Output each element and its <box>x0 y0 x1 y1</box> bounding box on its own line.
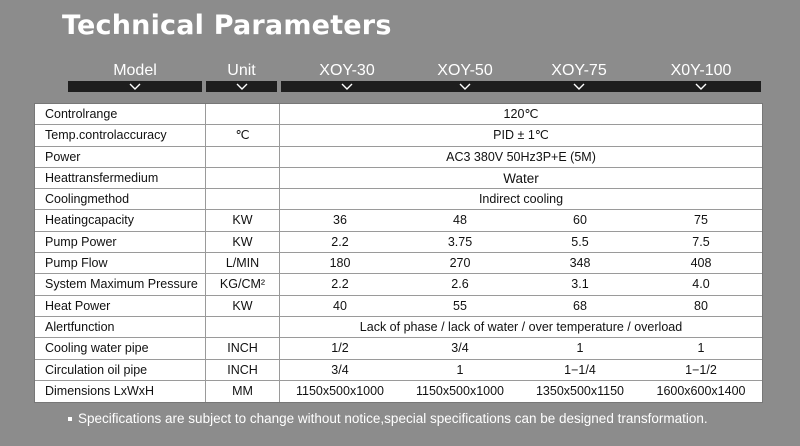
table-row <box>35 125 762 146</box>
row-label: Heatingcapacity <box>35 210 206 230</box>
row-value: 2.2 <box>331 234 349 249</box>
header-model-2-label: XOY-50 <box>437 62 493 79</box>
row-value: Lack of phase / lack of water / over temperature / overload <box>359 319 683 334</box>
row-unit: MM <box>206 381 280 402</box>
row-value: PID ± 1℃ <box>493 128 549 143</box>
row-unit <box>206 147 280 167</box>
row-unit: KW <box>206 210 280 230</box>
chevron-down-icon <box>340 82 354 91</box>
row-value: 1150x500x1000 <box>295 383 385 398</box>
row-label: Coolingmethod <box>35 189 206 209</box>
header-model-4 <box>641 62 761 92</box>
header-model-label: Model <box>113 62 157 79</box>
row-value: 120℃ <box>503 107 539 121</box>
row-value: 55 <box>453 298 467 313</box>
chevron-down-icon <box>128 82 142 91</box>
row-value: 3/4 <box>451 341 469 356</box>
row-label: Cooling water pipe <box>35 338 206 358</box>
row-value: 1−1/2 <box>685 362 717 377</box>
table-row <box>35 274 762 295</box>
row-value: 270 <box>449 256 471 271</box>
row-value: 1150x500x1000 <box>415 383 505 398</box>
row-value: 68 <box>573 298 587 313</box>
header-unit <box>206 62 277 92</box>
row-label: System Maximum Pressure <box>35 274 206 294</box>
row-value: 1 <box>697 341 705 356</box>
table-row <box>35 104 762 125</box>
row-value: 7.5 <box>692 234 710 249</box>
header-model-1-label: XOY-30 <box>319 62 375 79</box>
row-label: Alertfunction <box>35 317 206 337</box>
row-value: 1/2 <box>331 341 349 356</box>
row-unit <box>206 104 280 124</box>
table-row <box>35 381 762 402</box>
row-value: 40 <box>333 298 347 313</box>
row-value: 2.6 <box>451 277 469 292</box>
row-unit <box>206 317 280 337</box>
row-label: Heat Power <box>35 296 206 316</box>
row-label: Dimensions LxWxH <box>35 381 206 402</box>
row-value: 348 <box>569 256 591 271</box>
row-unit: KG/CM² <box>206 274 280 294</box>
chevron-down-icon <box>235 82 249 91</box>
header-unit-label: Unit <box>227 62 256 79</box>
chevron-down-icon <box>694 82 708 91</box>
header-model-2 <box>413 62 517 92</box>
row-value: Water <box>503 170 539 186</box>
table-row <box>35 317 762 338</box>
row-value: 1 <box>576 341 584 356</box>
row-value: 60 <box>573 213 587 228</box>
table-row <box>35 253 762 274</box>
row-value: 1 <box>456 362 464 377</box>
row-value: 36 <box>333 213 347 228</box>
header-model-1 <box>281 62 413 92</box>
page-title: Technical Parameters <box>62 10 392 41</box>
header-model <box>68 62 202 92</box>
row-value: 2.2 <box>331 277 349 292</box>
row-value: 408 <box>690 256 712 271</box>
row-value: 4.0 <box>692 277 710 292</box>
table-row <box>35 360 762 381</box>
header-model-4-label: X0Y-100 <box>670 62 732 79</box>
chevron-down-icon <box>572 82 586 91</box>
row-label: Temp.controlaccuracy <box>35 125 206 145</box>
parameters-table <box>34 103 763 403</box>
row-label: Circulation oil pipe <box>35 360 206 380</box>
row-label: Heattransfermedium <box>35 168 206 188</box>
table-row <box>35 296 762 317</box>
row-value: 1−1/4 <box>564 362 596 377</box>
row-unit: INCH <box>206 360 280 380</box>
row-value: 48 <box>453 213 467 228</box>
table-row <box>35 168 762 189</box>
table-row <box>35 232 762 253</box>
row-label: Pump Power <box>35 232 206 252</box>
footnote <box>68 411 708 426</box>
row-value: 80 <box>694 298 708 313</box>
row-value: 3.1 <box>571 277 589 292</box>
row-unit: KW <box>206 232 280 252</box>
row-unit: ℃ <box>206 125 280 145</box>
row-value: 3.75 <box>447 234 473 249</box>
row-label: Controlrange <box>35 104 206 124</box>
table-row <box>35 189 762 210</box>
footnote-text: Specifications are subject to change without notice,special specifications can be designed transformation. <box>78 411 708 426</box>
row-unit: KW <box>206 296 280 316</box>
table-row <box>35 147 762 168</box>
row-label: Power <box>35 147 206 167</box>
row-unit <box>206 189 280 209</box>
row-unit: INCH <box>206 338 280 358</box>
row-value: 75 <box>694 213 708 228</box>
table-row <box>35 210 762 231</box>
row-value: 1350x500x1150 <box>535 383 625 398</box>
row-unit: L/MIN <box>206 253 280 273</box>
row-value: 3/4 <box>331 362 349 377</box>
row-label: Pump Flow <box>35 253 206 273</box>
header-model-3 <box>517 62 641 92</box>
header-model-3-label: XOY-75 <box>551 62 607 79</box>
bullet-icon <box>68 417 72 421</box>
row-value: 1600x600x1400 <box>656 383 746 398</box>
row-value: 180 <box>329 256 351 271</box>
row-value: Indirect cooling <box>478 192 564 207</box>
row-unit <box>206 168 280 188</box>
row-value: 5.5 <box>571 234 589 249</box>
table-row <box>35 338 762 359</box>
row-value: AC3 380V 50Hz3P+E (5M) <box>446 149 596 164</box>
chevron-down-icon <box>458 82 472 91</box>
